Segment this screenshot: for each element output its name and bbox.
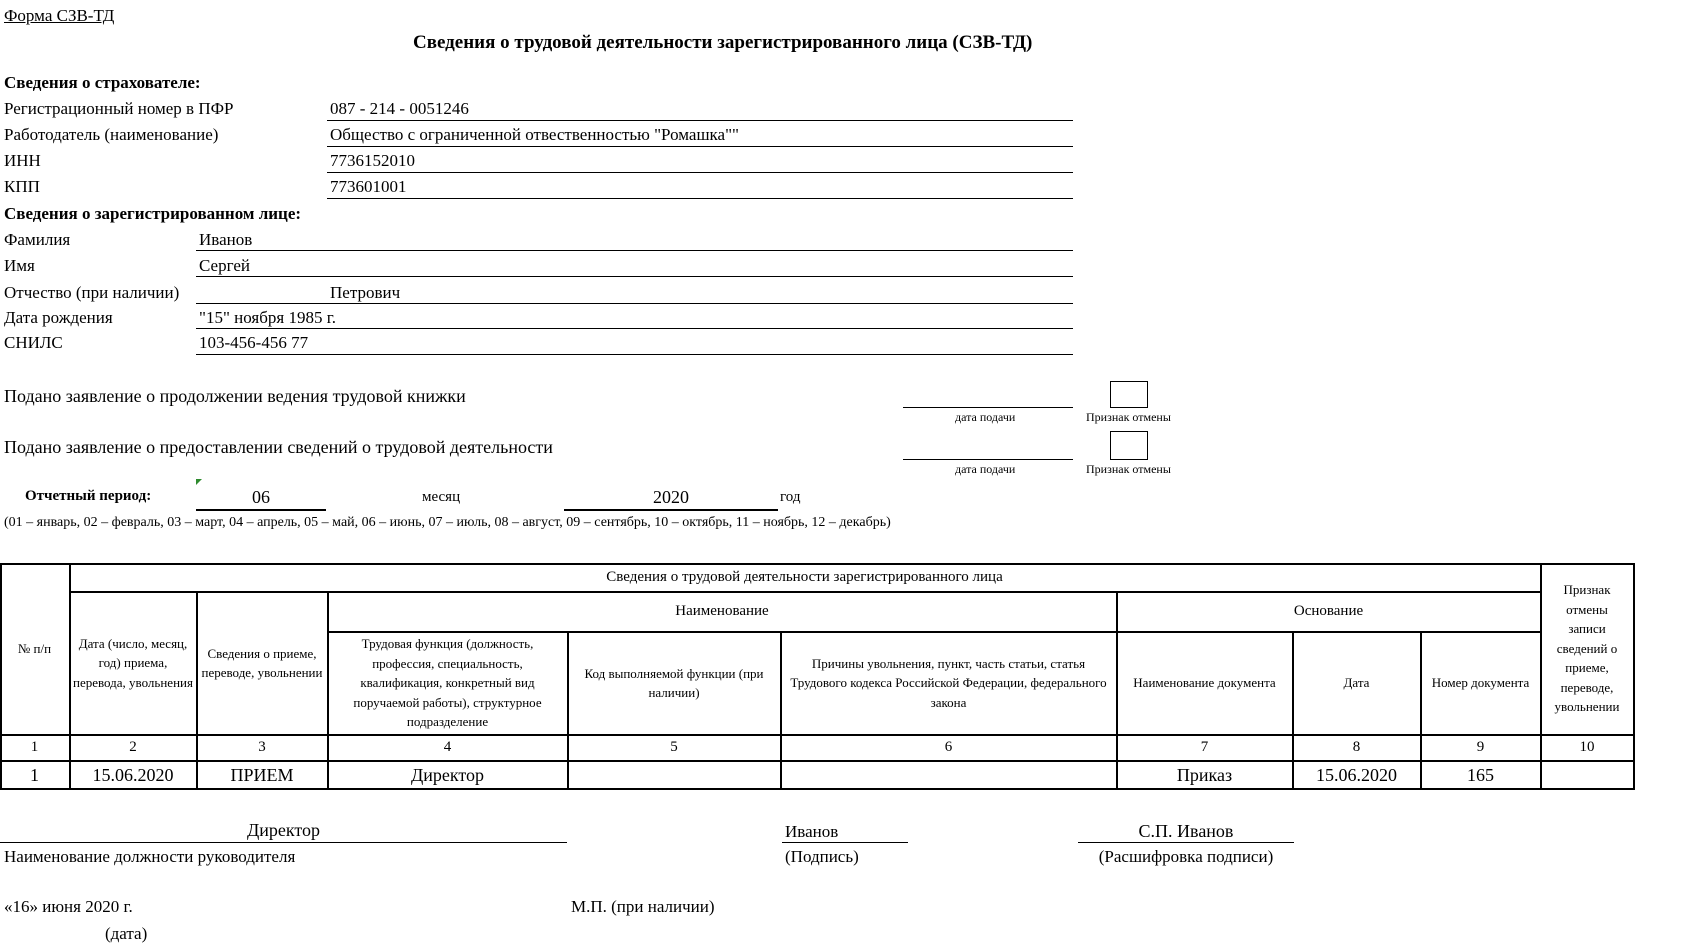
snils-underline <box>196 354 1073 355</box>
signature-decode-caption: (Расшифровка подписи) <box>1098 847 1274 866</box>
col-header-num: № п/п <box>17 640 52 656</box>
insurer-heading: Сведения о страхователе: <box>4 73 201 92</box>
col-number-3: 3 <box>258 739 266 755</box>
patronymic-value: Петрович <box>330 283 401 302</box>
col-header-code: Код выполняемой функции (при наличии) <box>584 665 764 700</box>
row-reasons <box>781 761 1116 788</box>
director-position-underline <box>0 842 567 843</box>
form-label: Форма СЗВ-ТД <box>4 6 115 25</box>
name-underline <box>196 276 1073 277</box>
person-heading: Сведения о зарегистрированном лице: <box>4 204 302 223</box>
reg-number-underline <box>327 120 1073 121</box>
inn-label: ИНН <box>4 151 41 170</box>
birth-date-value: "15" ноября 1985 г. <box>199 308 336 327</box>
patronymic-label: Отчество (при наличии) <box>4 283 180 302</box>
snils-label: СНИЛС <box>4 333 63 352</box>
col-header-date: Дата (число, месяц, год) приема, перевода, увольнения <box>73 635 193 690</box>
col-group-name: Наименование <box>675 603 769 619</box>
name-label: Имя <box>4 256 35 275</box>
provide-info-application: Подано заявление о предоставлении сведений о трудовой деятельности <box>4 437 553 457</box>
surname-label: Фамилия <box>4 230 71 249</box>
col-header-doc-date: Дата <box>1343 675 1370 691</box>
provide-info-date-line <box>903 459 1073 460</box>
signature-decode-value: С.П. Иванов <box>1138 821 1234 841</box>
birth-date-label: Дата рождения <box>4 308 113 327</box>
surname-value: Иванов <box>199 230 253 249</box>
col-group-basis: Основание <box>1293 603 1364 619</box>
kpp-underline <box>327 198 1073 199</box>
row-doc-num: 165 <box>1467 764 1494 785</box>
employer-label: Работодатель (наименование) <box>4 125 219 144</box>
employer-underline <box>327 146 1073 147</box>
col-number-2: 2 <box>129 739 137 755</box>
kpp-label: КПП <box>4 177 40 196</box>
col-number-5: 5 <box>670 739 678 755</box>
period-month-underline <box>196 509 326 511</box>
director-position-caption: Наименование должности руководителя <box>4 847 296 866</box>
cell-marker-icon <box>196 479 202 485</box>
row-num: 1 <box>30 764 39 785</box>
page-title: Сведения о трудовой деятельности зарегистрированного лица (СЗВ-ТД) <box>413 32 1033 53</box>
col-number-10: 10 <box>1579 739 1595 755</box>
surname-underline <box>196 250 1073 251</box>
name-value: Сергей <box>199 256 250 275</box>
inn-underline <box>327 172 1073 173</box>
provide-info-date-caption: дата подачи <box>955 462 1016 476</box>
period-year-underline <box>564 509 778 511</box>
col-header-cancel: Признак отмены записи сведений о приеме, переводе, увольнении <box>1554 582 1620 715</box>
reg-number-value: 087 - 214 - 0051246 <box>330 99 469 118</box>
col-header-info: Сведения о приеме, переводе, увольнении <box>201 645 323 680</box>
sign-date-caption: (дата) <box>105 924 148 943</box>
kpp-value: 773601001 <box>330 177 407 196</box>
row-date: 15.06.2020 <box>92 764 174 785</box>
continue-book-cancel-checkbox[interactable] <box>1110 381 1148 408</box>
period-legend: (01 – январь, 02 – февраль, 03 – март, 04 – апрель, 05 – май, 06 – июнь, 07 – июль, 08 – август, 09 – сентябрь, 10 – октябрь, 11 – ноябрь, 12 – декабрь) <box>4 515 891 530</box>
birth-date-underline <box>196 328 1073 329</box>
continue-book-application: Подано заявление о продолжении ведения трудовой книжки <box>4 386 466 406</box>
row-doc-date: 15.06.2020 <box>1316 764 1397 785</box>
employer-value: Общество с ограниченной отвественностью "Ромашка"" <box>330 125 739 144</box>
provide-info-cancel-caption: Признак отмены <box>1086 462 1171 476</box>
row-doc-name: Приказ <box>1176 764 1233 785</box>
col-number-7: 7 <box>1200 739 1209 755</box>
continue-book-date-line <box>903 407 1073 408</box>
provide-info-cancel-checkbox[interactable] <box>1110 431 1148 460</box>
continue-book-date-caption: дата подачи <box>955 410 1016 424</box>
row-cancel <box>1541 761 1633 788</box>
row-info: ПРИЕМ <box>230 764 294 785</box>
signature-value: Иванов <box>785 822 839 841</box>
row-function: Директор <box>410 764 485 785</box>
reg-number-label: Регистрационный номер в ПФР <box>4 99 234 118</box>
col-number-6: 6 <box>944 739 953 755</box>
activity-table <box>0 563 1635 791</box>
signature-underline <box>782 842 908 843</box>
patronymic-underline <box>196 303 1073 304</box>
period-month-value: 06 <box>252 487 270 507</box>
stamp-label: М.П. (при наличии) <box>571 897 715 916</box>
col-number-1: 1 <box>30 739 39 755</box>
col-number-4: 4 <box>443 739 452 755</box>
row-code <box>568 761 780 788</box>
sign-date-value: «16» июня 2020 г. <box>4 897 133 916</box>
period-year-value: 2020 <box>653 487 689 507</box>
col-number-9: 9 <box>1476 739 1485 755</box>
col-header-doc-num: Номер документа <box>1431 675 1530 691</box>
period-year-word: год <box>780 489 801 505</box>
col-group-activity: Сведения о трудовой деятельности зарегистрированного лица <box>606 568 1003 585</box>
inn-value: 7736152010 <box>330 151 415 170</box>
period-month-word: месяц <box>422 489 461 505</box>
signature-decode-underline <box>1078 842 1294 843</box>
continue-book-cancel-caption: Признак отмены <box>1086 410 1171 424</box>
col-header-doc-name: Наименование документа <box>1133 675 1276 691</box>
col-header-function: Трудовая функция (должность, профессия, специальность, квалификация, конкретный вид поручаемой работы), структурное подразделение <box>353 636 542 730</box>
period-label: Отчетный период: <box>25 488 152 504</box>
col-header-reasons: Причины увольнения, пункт, часть статьи, статья Трудового кодекса Российской Федерации, федерального закона <box>790 655 1107 710</box>
signature-caption: (Подпись) <box>785 847 859 866</box>
director-position-value: Директор <box>246 820 321 840</box>
snils-value: 103-456-456 77 <box>199 333 309 352</box>
col-number-8: 8 <box>1352 739 1361 755</box>
